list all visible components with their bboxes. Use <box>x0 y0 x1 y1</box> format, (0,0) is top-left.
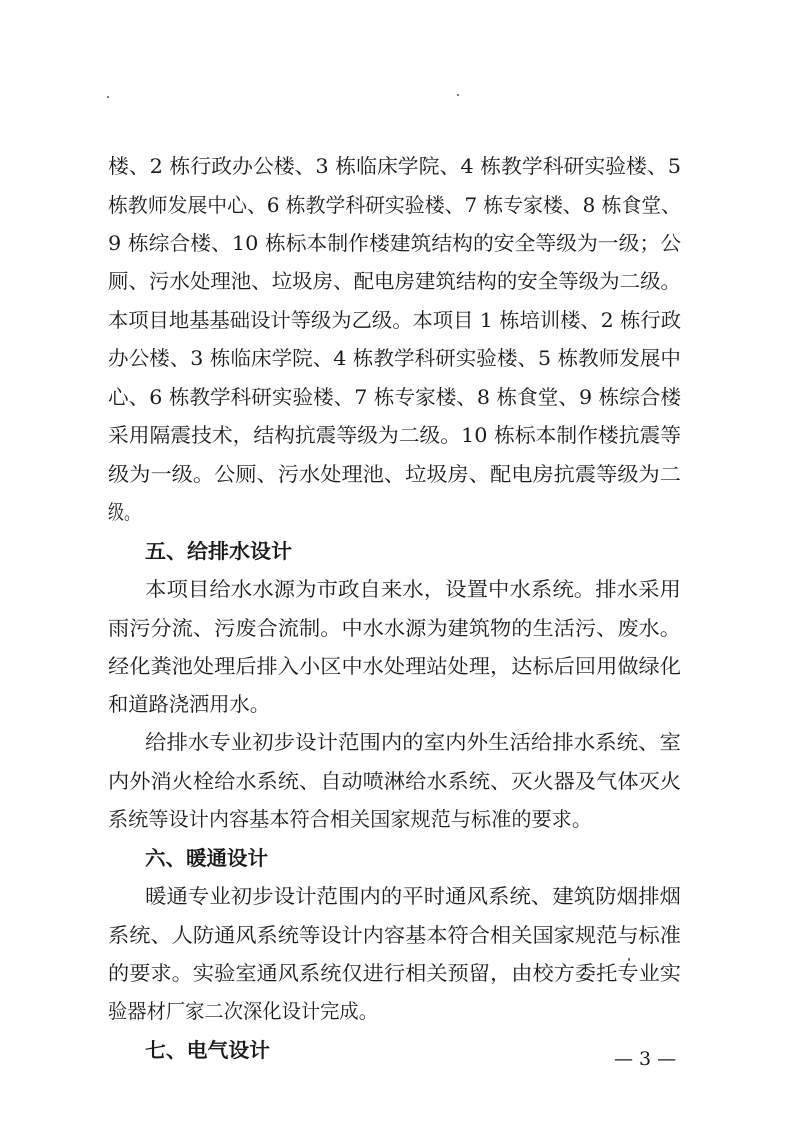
body-line: 经化粪池处理后排入小区中水处理站处理，达标后回用做绿化 <box>108 654 681 678</box>
body-line: 暖通专业初步设计范围内的平时通风系统、建筑防烟排烟 <box>145 884 681 908</box>
body-line: 心、6 栋教学科研实验楼、7 栋专家楼、8 栋食堂、9 栋综合楼 <box>108 385 681 409</box>
body-line: 的要求。实验室通风系统仅进行相关预留，由校方委托专业实 <box>108 961 681 985</box>
body-line: 内外消火栓给水系统、自动喷淋给水系统、灭火器及气体灭火 <box>108 769 681 793</box>
body-line: 采用隔震技术，结构抗震等级为二级。10 栋标本制作楼抗震等 <box>108 423 681 447</box>
section-heading: 五、给排水设计 <box>145 539 292 563</box>
body-line: 楼、2 栋行政办公楼、3 栋临床学院、4 栋教学科研实验楼、5 <box>108 154 681 178</box>
body-line: 级。 <box>108 500 140 524</box>
scan-speck <box>628 958 630 961</box>
page-number: — 3 — <box>614 1048 677 1070</box>
body-line: 和道路浇洒用水。 <box>108 692 270 716</box>
body-line: 系统等设计内容基本符合相关国家规范与标准的要求。 <box>108 807 592 831</box>
body-line: 级为一级。公厕、污水处理池、垃圾房、配电房抗震等级为二 <box>108 462 681 486</box>
body-line: 本项目地基基础设计等级为乙级。本项目 1 栋培训楼、2 栋行政 <box>108 308 681 332</box>
body-line: 给排水专业初步设计范围内的室内外生活给排水系统、室 <box>145 730 681 754</box>
body-line: 厕、污水处理池、垃圾房、配电房建筑结构的安全等级为二级。 <box>108 269 681 293</box>
body-line: 9 栋综合楼、10 栋标本制作楼建筑结构的安全等级为一级；公 <box>108 231 681 255</box>
body-line: 系统、人防通风系统等设计内容基本符合相关国家规范与标准 <box>108 923 681 947</box>
body-line: 雨污分流、污废合流制。中水水源为建筑物的生活污、废水。 <box>108 616 681 640</box>
body-line: 办公楼、3 栋临床学院、4 栋教学科研实验楼、5 栋教师发展中 <box>108 346 681 370</box>
body-line: 本项目给水水源为市政自来水，设置中水系统。排水采用 <box>145 577 681 601</box>
scan-speck <box>457 94 459 96</box>
body-line: 验器材厂家二次深化设计完成。 <box>108 999 378 1023</box>
scan-speck <box>107 96 109 98</box>
body-line: 栋教师发展中心、6 栋教学科研实验楼、7 栋专家楼、8 栋食堂、 <box>108 193 681 217</box>
section-heading: 六、暖通设计 <box>145 846 268 870</box>
section-heading: 七、电气设计 <box>145 1038 270 1062</box>
